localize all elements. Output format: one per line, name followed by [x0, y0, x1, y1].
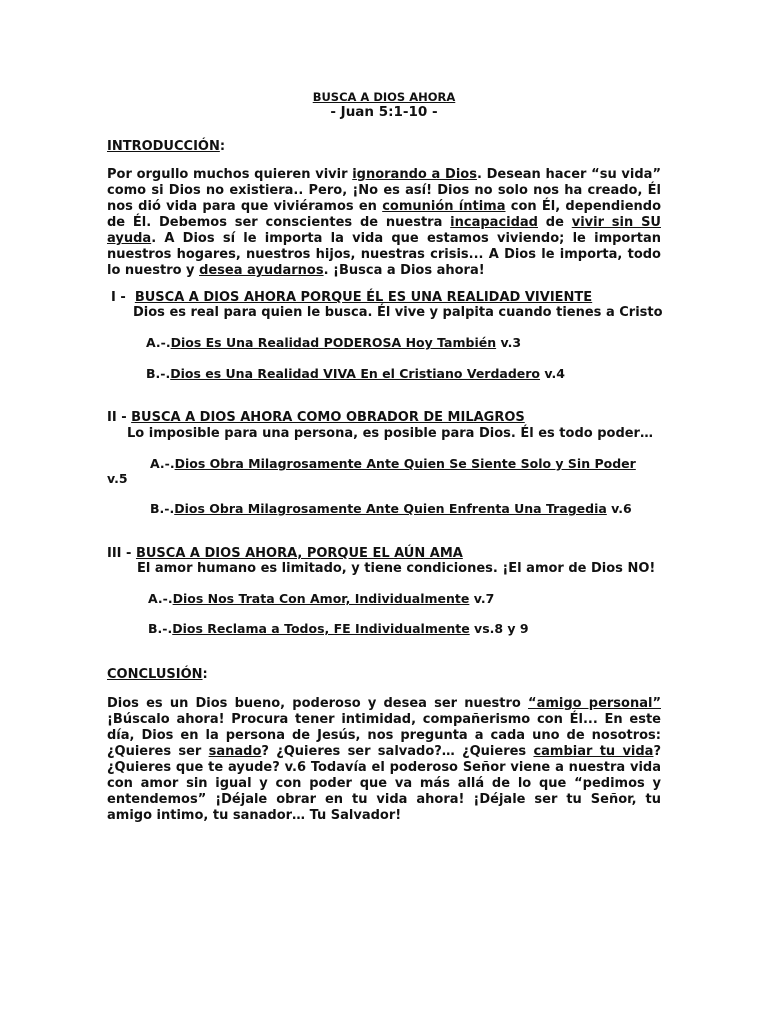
section-2-point-b — [150, 501, 632, 517]
section-2-numeral: II - — [107, 410, 127, 425]
section-1-point-a — [146, 335, 521, 351]
point-verse: v.3 — [496, 335, 522, 350]
point-verse: vs.8 y 9 — [469, 621, 529, 636]
intro-text-5: . A Dios sí le importa la vida que estamos viviendo; le importan nuestros hogares, nuestros hijos, nuestras crisis... A Dios le importa, todo lo nuestro y — [107, 231, 661, 278]
section-2-heading — [107, 410, 525, 426]
point-prefix: A.-. — [148, 591, 173, 606]
section-3-heading — [107, 546, 463, 562]
section-2-summary: Lo imposible para una persona, es posible para Dios. Él es todo poder… — [127, 426, 653, 441]
conclusion-heading-colon: : — [202, 667, 208, 682]
section-3-title: BUSCA A DIOS AHORA, PORQUE EL AÚN AMA — [135, 546, 463, 561]
section-1-point-b — [146, 366, 565, 382]
section-3-point-b — [148, 621, 529, 637]
section-3-numeral: III - — [107, 546, 132, 561]
intro-text-4: de — [538, 215, 572, 230]
section-1-heading — [111, 290, 592, 306]
intro-heading: INTRODUCCIÓN — [107, 139, 220, 154]
intro-emphasis-2: comunión íntima — [382, 199, 506, 214]
point-title: Dios es Una Realidad VIVA En el Cristiano Verdadero — [170, 366, 541, 381]
intro-emphasis-1: ignorando a Dios — [352, 167, 477, 182]
conclusion-text-3: ? ¿Quieres ser salvado?… ¿Quieres — [261, 744, 534, 759]
scripture-reference: - Juan 5:1-10 - — [330, 104, 438, 120]
section-2-title: BUSCA A DIOS AHORA COMO OBRADOR DE MILAGROS — [131, 410, 525, 425]
point-title: Dios Nos Trata Con Amor, Individualmente — [172, 591, 470, 606]
conclusion-text-2: ¡Búscalo ahora! Procura tener intimidad, compañerismo con Él... En este día, Dios en la persona de Jesús, nos pregunta a cada uno de nosotros: ¿Quieres ser — [107, 712, 661, 759]
section-3-summary: El amor humano es limitado, y tiene condiciones. ¡El amor de Dios NO! — [137, 561, 656, 576]
conclusion-text-1: Dios es un Dios bueno, poderoso y desea ser nuestro — [107, 696, 529, 711]
conclusion-emphasis-2: sanado — [208, 744, 262, 759]
section-3-point-a — [148, 591, 494, 607]
point-prefix: A.-. — [146, 335, 171, 350]
intro-paragraph — [107, 167, 661, 279]
intro-text-1: Por orgullo muchos quieren vivir — [107, 167, 353, 182]
point-prefix: B.-. — [148, 621, 173, 636]
point-verse: v.4 — [540, 366, 565, 381]
conclusion-heading-line — [107, 667, 208, 683]
intro-emphasis-4: vivir sin SU ayuda — [107, 215, 661, 246]
point-title: Dios Es Una Realidad PODEROSA Hoy También — [170, 335, 497, 350]
document-title: BUSCA A DIOS AHORA — [312, 90, 456, 104]
conclusion-emphasis-3: cambiar tu vida — [533, 744, 654, 759]
intro-text-2: . Desean hacer “su vida” como si Dios no existiera.. Pero, ¡No es así! Dios no solo nos ha creado, Él nos dió vida para que viviéramos en — [107, 167, 661, 214]
section-2-point-a-verse: v.5 — [107, 471, 128, 486]
conclusion-text-4: ? ¿Quieres que te ayude? v.6 Todavía el poderoso Señor viene a nuestra vida con amor sin igual y con poder que va más allá de lo que “pedimos y entendemos” ¡Déjale obrar en tu vida ahora! ¡Déjale ser tu Señor, tu amigo intimo, tu sanador… Tu Salvador! — [107, 744, 661, 823]
point-title: Dios Obra Milagrosamente Ante Quien Se Siente Solo y Sin Poder — [174, 456, 636, 471]
intro-emphasis-5: desea ayudarnos — [199, 263, 324, 278]
conclusion-emphasis-1: “amigo personal” — [528, 696, 661, 711]
section-2-point-a — [150, 456, 636, 472]
intro-heading-colon: : — [219, 139, 226, 154]
point-prefix: A.-. — [150, 456, 175, 471]
section-1-title: BUSCA A DIOS AHORA PORQUE ÉL ES UNA REALIDAD VIVIENTE — [134, 290, 593, 305]
point-verse: v.7 — [469, 591, 495, 606]
point-prefix: B.-. — [146, 366, 171, 381]
point-title: Dios Reclama a Todos, FE Individualmente — [172, 621, 470, 636]
intro-text-6: . ¡Busca a Dios ahora! — [323, 263, 485, 278]
conclusion-heading: CONCLUSIÓN — [107, 667, 203, 682]
conclusion-paragraph — [107, 696, 661, 824]
intro-emphasis-3: incapacidad — [450, 215, 538, 230]
point-prefix: B.-. — [150, 501, 175, 516]
point-verse: v.6 — [606, 501, 632, 516]
intro-text-3: con Él, dependiendo de Él. Debemos ser conscientes de nuestra — [107, 199, 662, 230]
point-title: Dios Obra Milagrosamente Ante Quien Enfrenta Una Tragedia — [174, 501, 607, 516]
section-1-summary: Dios es real para quien le busca. Él vive y palpita cuando tienes a Cristo — [133, 305, 663, 320]
intro-heading-line — [107, 139, 225, 155]
section-1-numeral: I - — [111, 290, 126, 305]
